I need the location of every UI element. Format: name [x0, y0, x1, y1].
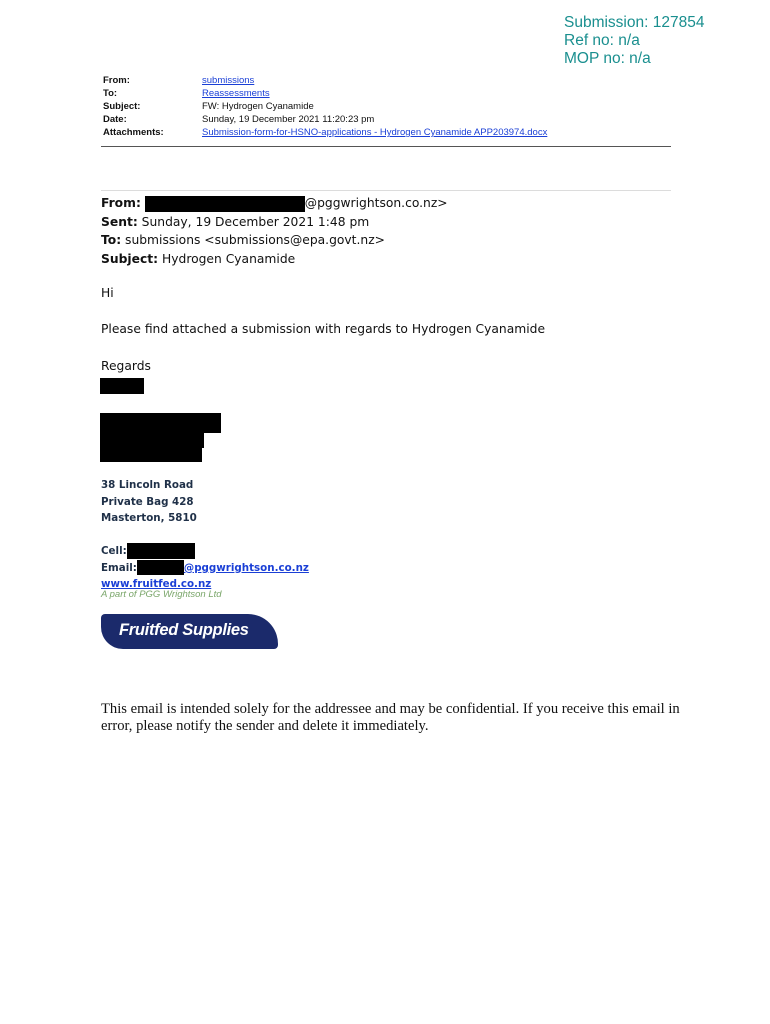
- header-divider: [101, 146, 671, 147]
- company-tagline: A part of PGG Wrightson Ltd: [101, 589, 222, 600]
- fruitfed-logo: [101, 614, 278, 649]
- header-subject-value: FW: Hydrogen Cyanamide: [202, 101, 314, 112]
- address-line-1: 38 Lincoln Road: [101, 479, 194, 491]
- header-to-label: To:: [103, 88, 118, 99]
- cell-label: Cell:: [101, 545, 127, 557]
- address-line-2: Private Bag 428: [101, 495, 194, 508]
- redaction-block: [100, 433, 204, 448]
- ref-number: Ref no: n/a: [564, 32, 640, 49]
- disclaimer: This email is intended solely for the addressee and may be confidential. If you receive this email in error, please notify the sender and delete it immediately.: [101, 701, 680, 734]
- website-link[interactable]: www.fruitfed.co.nz: [101, 578, 212, 590]
- redaction-block: [127, 543, 195, 559]
- email-link[interactable]: @pggwrightson.co.nz: [183, 561, 309, 574]
- forwarded-header: [101, 194, 448, 268]
- forwarded-subject-value: Hydrogen Cyanamide: [161, 251, 296, 266]
- email-label: Email:: [101, 561, 137, 574]
- redaction-block: [100, 378, 144, 394]
- header-date-label: Date:: [103, 114, 127, 125]
- redaction-block: [100, 413, 221, 433]
- submission-number: Submission: 127854: [564, 14, 705, 31]
- forwarded-sent-label: Sent:: [101, 214, 138, 229]
- forwarded-subject-label: Subject:: [101, 251, 159, 266]
- signoff: Regards: [101, 359, 151, 373]
- submission-stamp: [564, 14, 704, 68]
- header-to-link[interactable]: Reassessments: [202, 88, 270, 99]
- forward-divider: [101, 190, 671, 191]
- redaction-block: [145, 196, 305, 212]
- forwarded-from-row: [101, 194, 448, 213]
- header-date-value: Sunday, 19 December 2021 11:20:23 pm: [202, 114, 375, 125]
- mop-number: MOP no: n/a: [564, 50, 651, 67]
- header-subject-label: Subject:: [103, 101, 141, 112]
- attachment-link[interactable]: Submission-form-for-HSNO-applications - Hydrogen Cyanamide APP203974.docx: [202, 127, 548, 138]
- forwarded-sent-value: Sunday, 19 December 2021 1:48 pm: [141, 214, 370, 229]
- email-row: [101, 560, 309, 577]
- address-line-3: Masterton, 5810: [101, 512, 197, 524]
- redaction-block: [137, 560, 184, 575]
- forwarded-sent-row: [101, 213, 448, 232]
- forwarded-from-domain: @pggwrightson.co.nz>: [304, 196, 448, 210]
- header-from-link[interactable]: submissions: [202, 75, 255, 86]
- greeting: Hi: [101, 286, 114, 300]
- forwarded-to-value: submissions <submissions@epa.govt.nz>: [125, 233, 385, 247]
- message-text: Please find attached a submission with regards to Hydrogen Cyanamide: [101, 322, 546, 336]
- logo-text: Fruitfed Supplies: [119, 621, 249, 639]
- forwarded-from-label: From:: [101, 196, 141, 210]
- forwarded-subject-row: [101, 250, 448, 269]
- signature-contact: [101, 543, 309, 593]
- header-attachments-label: Attachments:: [103, 127, 164, 138]
- cell-row: [101, 543, 309, 560]
- forwarded-to-label: To:: [101, 233, 122, 247]
- redaction-block: [100, 448, 202, 462]
- header-from-label: From:: [103, 75, 130, 86]
- forwarded-to-row: [101, 231, 448, 250]
- signature-address: [101, 477, 197, 527]
